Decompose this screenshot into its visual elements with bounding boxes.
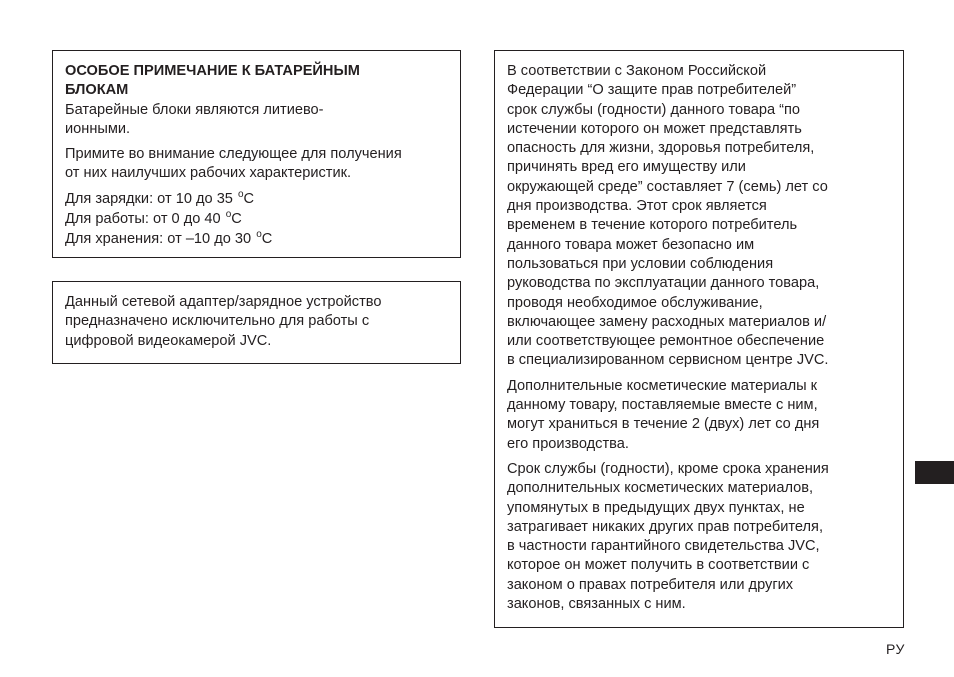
paragraph-line: в частности гарантийного свидетельства JVC, [507, 538, 820, 555]
paragraph-line: данного товара может безопасно им [507, 236, 755, 253]
section-tab-marker [915, 461, 954, 484]
paragraph-line: В соответствии с Законом Российской [507, 63, 767, 79]
paragraph-line: срок службы (годности) данного товара “по [507, 101, 801, 118]
paragraph-line: включающее замену расходных материалов и/ [507, 313, 827, 330]
battery-intro-line: ионными. [65, 120, 131, 137]
battery-intro [65, 101, 449, 140]
paragraph-line: законом о правах потребителя или других [507, 576, 794, 593]
service-life-paragraph-2 [507, 377, 893, 454]
service-life-note-box [494, 50, 904, 628]
battery-note-title [65, 62, 449, 101]
adapter-note-line: цифровой видеокамерой JVC. [65, 332, 272, 349]
paragraph-line: пользоваться при условии соблюдения [507, 255, 774, 272]
service-life-paragraph-1 [507, 62, 893, 371]
temperature-unit: C [231, 211, 242, 228]
paragraph-line: которое он может получить в соответствии с [507, 557, 810, 574]
operation-temperature-range [65, 210, 449, 230]
paragraph-line: Срок службы (годности), кроме срока хранения [507, 460, 829, 477]
storage-temperature-range [65, 230, 449, 250]
paragraph-line: упомянутых в предыдущих двух пунктах, не [507, 499, 805, 516]
paragraph-line: временем в течение которого потребитель [507, 217, 798, 234]
paragraph-line: руководства по эксплуатации данного товара, [507, 275, 820, 292]
paragraph-line: проводя необходимое обслуживание, [507, 294, 763, 311]
paragraph-line: Федерации “О защите прав потребителей” [507, 82, 797, 99]
battery-intro-line: Батарейные блоки являются литиево- [65, 101, 324, 118]
paragraph-line: причинять вред его имуществу или [507, 159, 746, 176]
temperature-unit: C [243, 190, 255, 207]
paragraph-line: Дополнительные косметические материалы к [507, 377, 818, 394]
paragraph-line: затрагивает никаких других прав потребителя, [507, 518, 823, 535]
adapter-note-box [52, 281, 461, 364]
paragraph-line: данному товару, поставляемые вместе с ним, [507, 397, 818, 414]
battery-advice-line: Примите во внимание следующее для получения [65, 146, 402, 163]
paragraph-line: опасность для жизни, здоровья потребителя, [507, 140, 815, 157]
paragraph-line: в специализированном сервисном центре JVC. [507, 352, 829, 369]
degree-sign: o [237, 188, 244, 200]
adapter-note-line: Данный сетевой адаптер/зарядное устройство [65, 294, 382, 310]
operation-range-label: Для работы: от 0 до 40 [65, 211, 221, 228]
battery-note-box [52, 50, 461, 258]
charging-range-label: Для зарядки: от 10 до 35 [65, 190, 233, 207]
adapter-note-line: предназначено исключительно для работы с [65, 313, 370, 330]
charging-temperature-range [65, 190, 449, 210]
degree-sign: o [225, 209, 232, 221]
battery-temperature-ranges [65, 190, 449, 251]
paragraph-line: истечении которого он может представлять [507, 120, 802, 137]
paragraph-line: его производства. [507, 435, 629, 452]
degree-sign: o [256, 229, 262, 241]
service-life-paragraph-3 [507, 460, 893, 614]
page-language-label: РУ [886, 641, 905, 657]
paragraph-line: или соответствующее ремонтное обеспечение [507, 333, 825, 350]
battery-advice [65, 145, 449, 184]
paragraph-line: могут храниться в течение 2 (двух) лет со дня [507, 416, 820, 433]
battery-advice-line: от них наилучших рабочих характеристик. [65, 165, 352, 182]
storage-range-label: Для хранения: от –10 до 30 [65, 231, 252, 248]
paragraph-line: дополнительных косметических материалов, [507, 480, 814, 497]
paragraph-line: дня производства. Этот срок является [507, 198, 767, 215]
adapter-note-text [65, 293, 449, 351]
battery-note-title-line: БЛОКАМ [65, 82, 129, 99]
temperature-unit: C [261, 231, 273, 248]
paragraph-line: законов, связанных с ним. [507, 596, 686, 613]
paragraph-line: окружающей среде” составляет 7 (семь) лет со [507, 178, 828, 195]
battery-note-title-line: ОСОБОЕ ПРИМЕЧАНИЕ К БАТАРЕЙНЫМ [65, 63, 360, 79]
